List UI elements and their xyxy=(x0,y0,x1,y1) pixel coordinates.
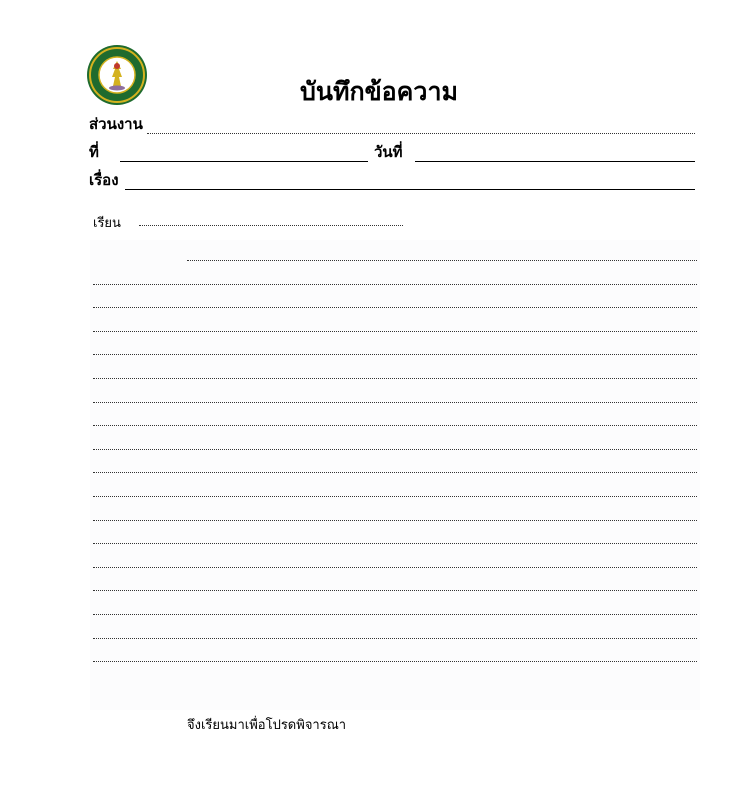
body-dotted-line[interactable] xyxy=(93,638,697,639)
body-dotted-line[interactable] xyxy=(93,425,697,426)
body-dotted-line[interactable] xyxy=(93,590,697,591)
ref-no-label: ที่ xyxy=(89,143,99,161)
salutation-label: เรียน xyxy=(93,216,121,231)
body-dotted-line[interactable] xyxy=(93,520,697,521)
body-dotted-line[interactable] xyxy=(93,449,697,450)
memo-body[interactable] xyxy=(90,240,700,710)
body-dotted-line[interactable] xyxy=(93,496,697,497)
department-field[interactable] xyxy=(147,133,695,134)
body-dotted-line[interactable] xyxy=(93,614,697,615)
body-dotted-line[interactable] xyxy=(93,543,697,544)
date-label: วันที่ xyxy=(374,143,403,161)
body-dotted-line[interactable] xyxy=(187,260,697,261)
body-dotted-line[interactable] xyxy=(93,567,697,568)
date-field[interactable] xyxy=(415,161,695,162)
body-dotted-line[interactable] xyxy=(93,472,697,473)
body-dotted-line[interactable] xyxy=(93,307,697,308)
body-dotted-line[interactable] xyxy=(93,354,697,355)
university-seal-icon xyxy=(86,44,148,106)
body-dotted-line[interactable] xyxy=(93,661,697,662)
body-dotted-line[interactable] xyxy=(93,378,697,379)
body-dotted-line[interactable] xyxy=(93,284,697,285)
ref-no-field[interactable] xyxy=(120,161,368,162)
closing-text: จึงเรียนมาเพื่อโปรดพิจารณา xyxy=(187,718,347,733)
body-dotted-line[interactable] xyxy=(93,402,697,403)
salutation-field[interactable] xyxy=(139,225,403,226)
page-title: บันทึกข้อความ xyxy=(300,77,458,106)
subject-field[interactable] xyxy=(125,189,695,190)
subject-label: เรื่อง xyxy=(89,171,119,189)
department-label: ส่วนงาน xyxy=(89,115,143,133)
body-dotted-line[interactable] xyxy=(93,331,697,332)
